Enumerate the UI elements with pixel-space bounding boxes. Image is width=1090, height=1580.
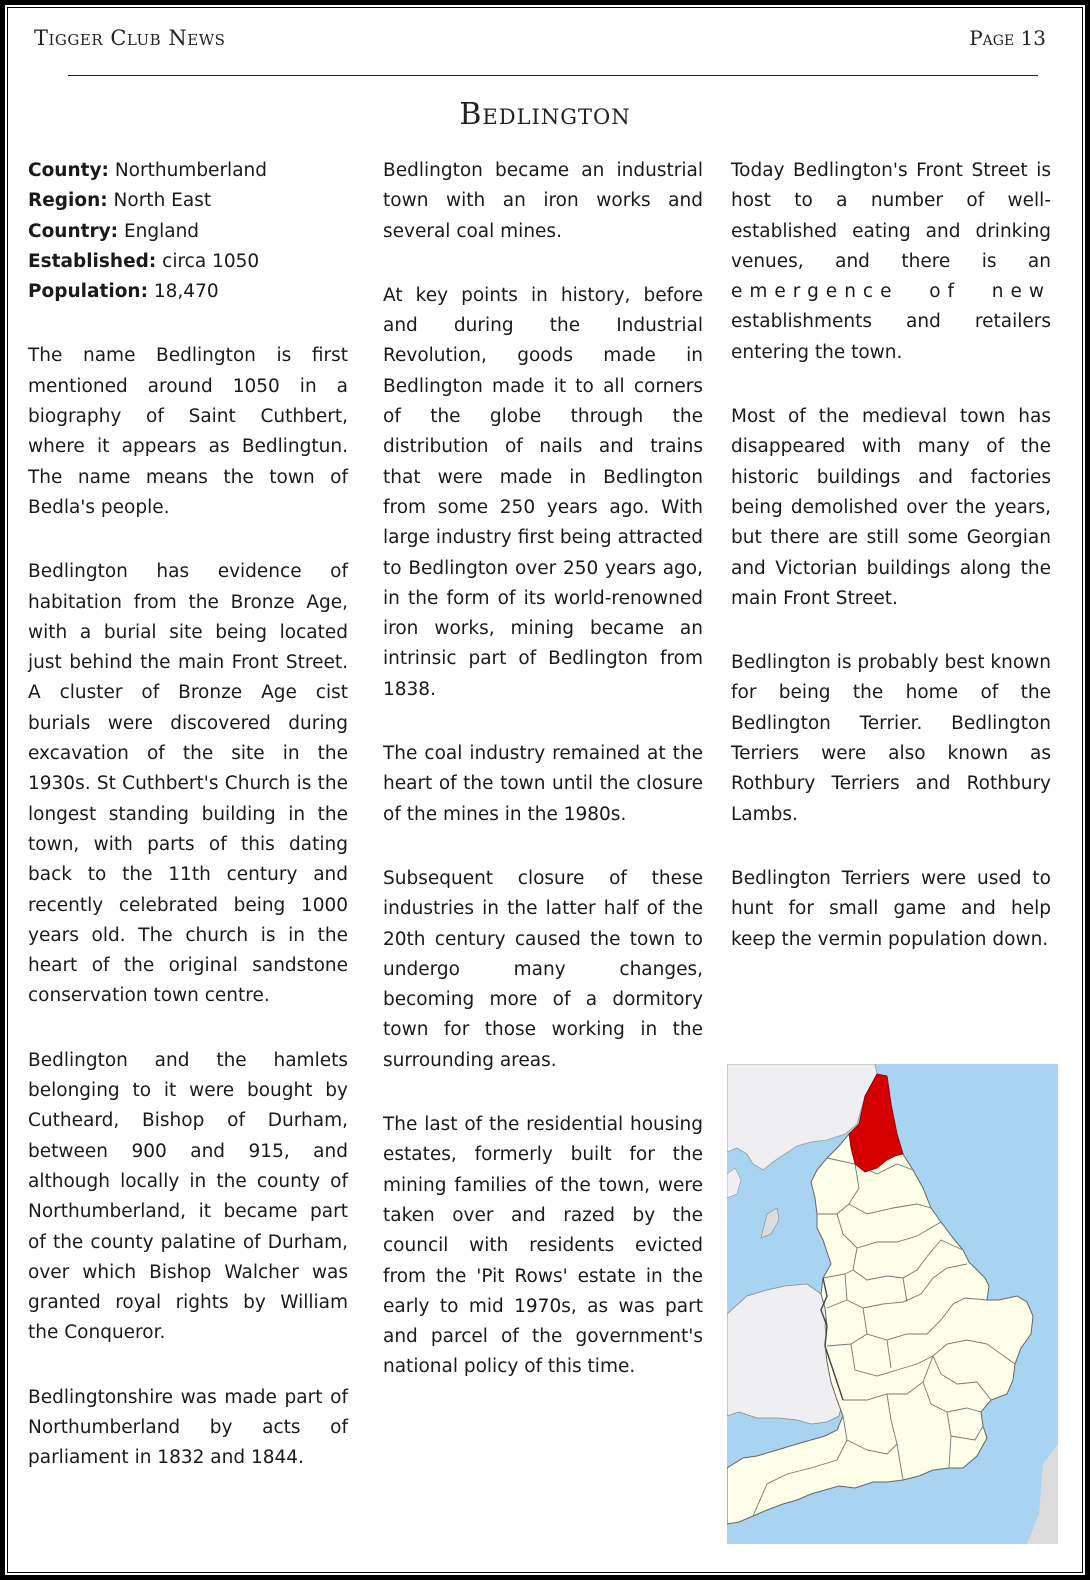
fact-box xyxy=(28,156,348,307)
page-number: Page 13 xyxy=(969,26,1046,50)
fact-label: Region: xyxy=(28,190,108,212)
fact-population xyxy=(28,277,348,307)
fact-region xyxy=(28,186,348,216)
fact-value: 18,470 xyxy=(153,281,219,303)
paragraph-part: establishments and retailers entering the town. xyxy=(731,311,1051,363)
paragraph xyxy=(731,156,1051,368)
paragraph: At key points in history, before and during the Industrial Revolution, goods made in Bedlington made it to all corners of the globe through the distribution of nails and trains that were made in Bedlington from some 250 years ago. With large industry first being attracted to Bedlington over 250 years ago, in the form of its world-renowned iron works, mining became an intrinsic part of Bedlington from 1838. xyxy=(383,284,703,700)
fact-label: Population: xyxy=(28,281,148,303)
map-graphic xyxy=(727,1064,1058,1544)
fact-country xyxy=(28,217,348,247)
paragraph-part: emergence of new xyxy=(731,281,1051,303)
fact-value: North East xyxy=(113,190,212,212)
paragraph: Bedlington became an industrial town with an iron works and several coal mines. xyxy=(383,160,703,242)
paragraph: Subsequent closure of these industries in the latter half of the 20th century caused the town to undergo many changes, becoming more of a dormitory town for those working in the surrounding areas. xyxy=(383,867,703,1071)
column-1 xyxy=(28,156,348,1508)
column-2 xyxy=(383,156,703,1417)
paragraph-part: Today Bedlington's Front Street is host to a number of well-established eating and drinking venues, and there is an xyxy=(731,160,1051,272)
paragraph: Bedlington Terriers were used to hunt for small game and help keep the vermin population down. xyxy=(731,867,1051,950)
publication-name: Tigger Club News xyxy=(34,26,226,50)
paragraph: Bedlingtonshire was made part of Northumberland by acts of parliament in 1832 and 1844. xyxy=(28,1386,348,1469)
paragraph: The coal industry remained at the heart of the town until the closure of the mines in the 1980s. xyxy=(383,743,703,825)
fact-label: Country: xyxy=(28,220,119,242)
fact-label: Established: xyxy=(28,250,157,272)
column-3 xyxy=(731,156,1051,989)
paragraph: Bedlington and the hamlets belonging to it were bought by Cutheard, Bishop of Durham, between 900 and 915, and although locally in the county of Northumberland, it became part of the county palatine of Durham, over which Bishop Walcher was granted royal rights by William the Conqueror. xyxy=(28,1049,348,1344)
fact-label: County: xyxy=(28,160,109,181)
paragraph: Bedlington is probably best known for being the home of the Bedlington Terrier. Bedlington Terriers were also known as Rothbury Terriers and Rothbury Lambs. xyxy=(731,652,1051,825)
fact-value: Northumberland xyxy=(114,160,267,181)
article-title: Bedlington xyxy=(459,97,631,132)
paragraph: Bedlington has evidence of habitation from the Bronze Age, with a burial site being located just behind the main Front Street. A cluster of Bronze Age cist burials were discovered during excavation of the site in the 1930s. St Cuthbert's Church is the longest standing building in the town, with parts of this dating back to the 11th century and recently celebrated being 1000 years old. The church is in the heart of the original sandstone conservation town centre. xyxy=(28,561,348,1007)
locator-map xyxy=(727,1064,1058,1544)
fact-established xyxy=(28,247,348,277)
paragraph: The last of the residential housing estates, formerly built for the mining families of the town, were taken over and razed by the council with residents evicted from the 'Pit Rows' estate in the early to mid 1970s, as was part and parcel of the government's national policy of this time. xyxy=(383,1114,703,1378)
fact-value: England xyxy=(123,220,200,242)
paragraph: Most of the medieval town has disappeared with many of the historic buildings and factories being demolished over the years, but there are still some Georgian and Victorian buildings along the main Front Street. xyxy=(731,406,1051,609)
paragraph: The name Bedlington is first mentioned around 1050 in a biography of Saint Cuthbert, where it appears as Bedlingtun. The name means the town of Bedla's people. xyxy=(28,345,348,518)
fact-value: circa 1050 xyxy=(162,250,260,272)
header-divider xyxy=(68,75,1038,76)
fact-county xyxy=(28,156,348,186)
